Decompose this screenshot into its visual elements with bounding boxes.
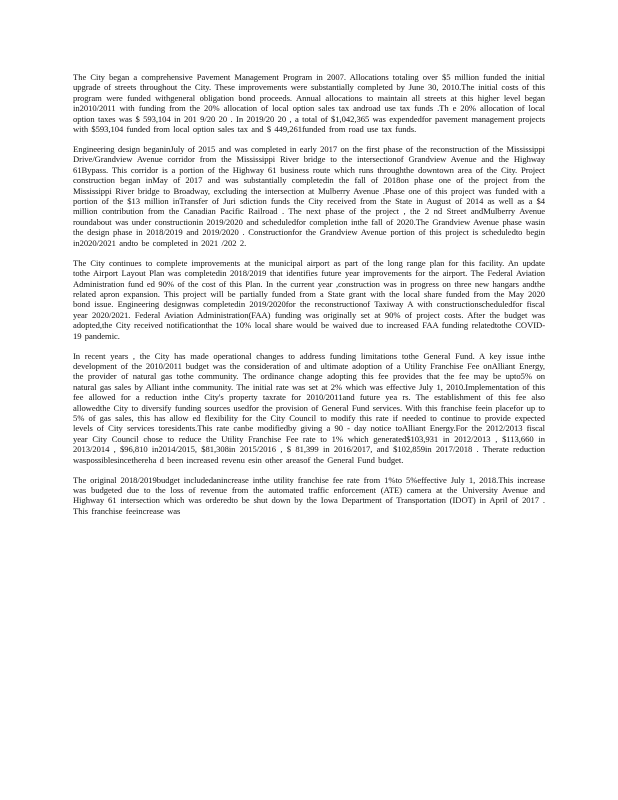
document-page <box>73 72 545 526</box>
paragraph-municipal-airport: The City continues to complete improvements at the municipal airport as part of the long range plan for this facility. An update tothe Airport Layout Plan was completedin 2018/2019 that identifies future year improvements for the airport. The Federal Aviation Administration fund ed 90% of the cost of this Plan. In the current year ,construction was in progress on three new hangars andthe related apron expansion. This project will be partially funded from a State grant with the local share funded from the May 2020 bond issue. Engineering designwas completedin 2019/2020for the reconstructionof Taxiway A with constructionscheduledfor fiscal year 2020/2021. Federal Aviation Administration(FAA) funding was originally set at 90% of project costs. After the budget was adopted,the City received notificationthat the 10% local share would be waived due to increased FAA funding relatedtothe COVID-19 pandemic. <box>73 257 545 341</box>
paragraph-budget-increase: The original 2018/2019budget includedanincrease inthe utility franchise fee rate from 1%to 5%effective July 1, 2018.This increase was budgeted due to the loss of revenue from the automated traffic enforcement (ATE) camera at the University Avenue and Highway 61 intersection which was orderedto be shut down by the Iowa Department of Transportation (IDOT) in April of 2017 . This franchise feeincrease was <box>73 474 545 516</box>
paragraph-utility-franchise-fee: In recent years , the City has made operational changes to address funding limitations tothe General Fund. A key issue inthe development of the 2010/2011 budget was the consideration of and ultimate adoption of a Utility Franchise Fee onAlliant Energy, the provider of natural gas tothe community. The ordinance change adopting this fee provides that the fee may be upto5% on natural gas sales by Alliant inthe community. The initial rate was set at 2% which was effective July 1, 2010.Implementation of this fee allowed for a reduction inthe City's property taxrate for 2010/2011and future yea rs. The establishment of this fee also allowedthe City to diversify funding sources usedfor the provision of General Fund services. With this franchise feein placefor up to 5% of gas sales, this has allow ed flexibility for the City Council to modify this rate if needed to continue to provide expected levels of City services toresidents.This rate canbe modifiedby giving a 90 - day notice toAlliant Energy.For the 2012/2013 fiscal year City Council chose to reduce the Utility Franchise Fee rate to 1% which generated$103,931 in 2012/2013 , $113,660 in 2013/2014 , $96,810 in2014/2015, $81,308in 2015/2016 , $ 81,399 in 2016/2017, and $102,859in 2017/2018 . Therate reduction waspossiblesincethereha d been increased revenu esin other areasof the General Fund budget. <box>73 350 545 465</box>
paragraph-grandview-corridor: Engineering design beganinJuly of 2015 and was completed in early 2017 on the first phase of the reconstruction of the Mississippi Drive/Grandview Avenue corridor from the Mississippi River bridge to the intersectionof Grandview Avenue and the Highway 61Bypass. This corridor is a portion of the Highway 61 business route which runs throughthe downtown area of the City. Project construction began inMay of 2017 and was substantially completedin the fall of 2018on phase one of the project from the Mississippi River bridge to Broadway, excluding the intersection at Mulberry Avenue .Phase one of this project was funded with a portion of the $13 million inTransfer of Juri sdiction funds the City received from the State in August of 2014 as well as a $4 million contribution from the Canadian Pacific Railroad . The next phase of the project , the 2 nd Street andMulberry Avenue roundabout was under constructionin 2019/2020 and scheduledfor completion inthe fall of 2020.The Grandview Avenue phase wasin the design phase in 2018/2019 and 2019/2020 . Constructionfor the Grandview Avenue portion of this project is scheduledto begin in2020/2021 andto be completed in 2021 /202 2. <box>73 144 545 248</box>
paragraph-pavement-management: The City began a comprehensive Pavement Management Program in 2007. Allocations totaling over $5 million funded the initial upgrade of streets throughout the City. These improvements were substantially completed by June 30, 2010.The initial costs of this program were funded withgeneral obligation bond proceeds. Annual allocations to maintain all streets at this higher level began in2010/2011 with funding from the 20% allocation of local option sales tax androad use tax funds .Th e 20% allocation of local option taxes was $ 593,104 in 201 9/20 20 . In 2019/20 20 , a total of $1,042,365 was expendedfor pavement management projects with $593,104 funded from local option sales tax and $ 449,261funded from road use tax funds. <box>73 72 545 135</box>
